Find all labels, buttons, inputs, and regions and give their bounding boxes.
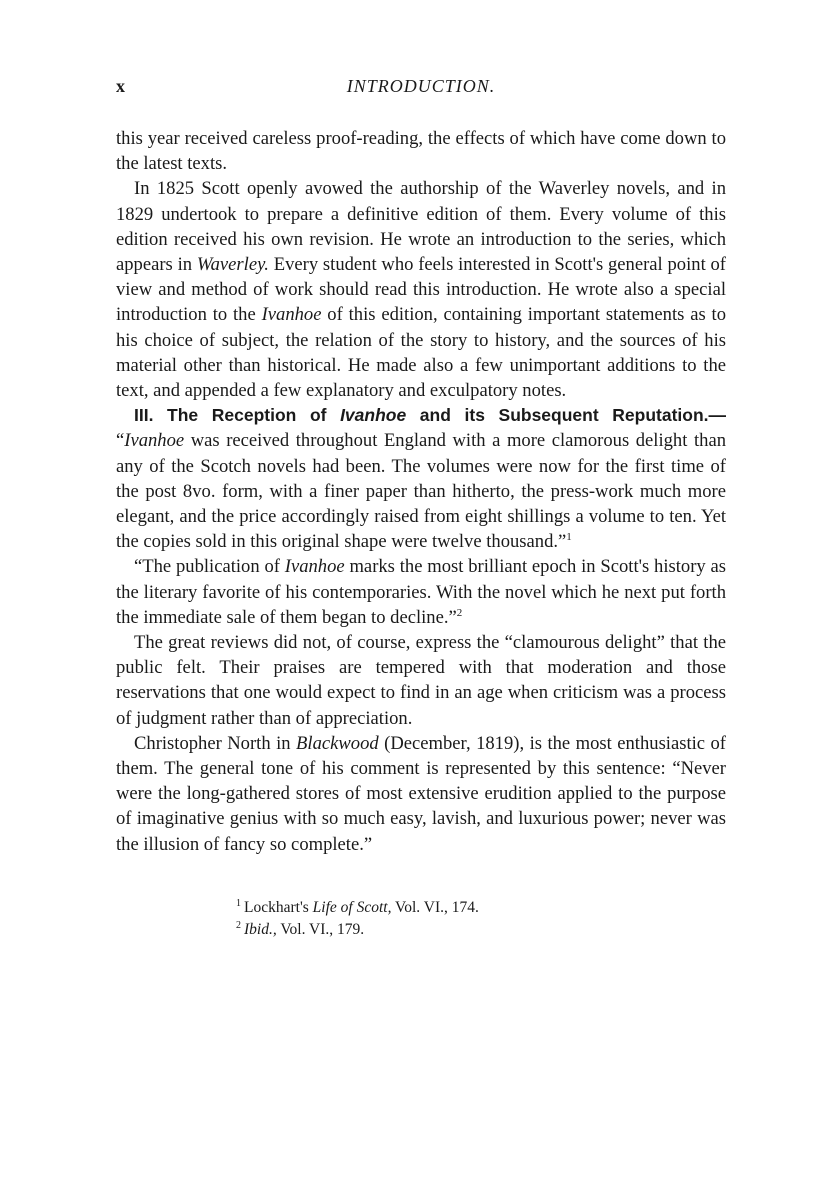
paragraph-2: In 1825 Scott openly avowed the authorship of the Waverley novels, and in 1829 undertook to prepare a definitive edition of them. Every volume of this edition received his own revision. He wrote an introduction to the series, which appears in Waverley. Every student who feels interested in Scott's general point of view and method of work should read this introduction. He wrote also a special introduction to the Ivanhoe of this edition, containing important statements as to his choice of subject, the relation of the story to history, and the sources of his material other than historical. He made also a few unimportant additions to the text, and appended a few explanatory and exculpatory notes. [116, 178, 727, 402]
page-number: x [116, 76, 125, 96]
footnote-mark: 2 [236, 919, 241, 931]
paragraph-5: The great reviews did not, of course, express the “clamourous delight” that the public felt. Their praises are tempered with that moderation and those reservations that one would expect to find in an age when criticism was a process of judgment rather than of appreciation. [116, 632, 726, 729]
paragraph-6: Christopher North in Blackwood (December, 1819), is the most enthusiastic of them. The general tone of his comment is represented by this sentence: “Never were the long-gathered stores of most extensive erudition applied to the purpose of imaginative genius with so much easy, lavish, and luxurious power; never was the illusion of fancy so complete.” [116, 732, 726, 855]
footnote-mark: 1 [236, 897, 241, 909]
body-text [116, 126, 726, 857]
footnote-reference: 2 [456, 606, 463, 619]
title-ivanhoe: Ivanhoe [261, 304, 322, 326]
paragraph-3: III. The Reception of Ivanhoe and its Subsequent Reputation.— “Ivanhoe was received throughout England with a more clamorous delight than any of the Scotch novels had been. The volumes were now for the first time of the post 8vo. form, with a finer paper than hitherto, the press-work much more elegant, and the price accordingly raised from eight shillings a volume to ten. Yet the copies sold in this original shape were twelve thousand.”$^1$ [116, 405, 727, 553]
running-head: INTRODUCTION. [346, 76, 496, 96]
section-heading: III. The Reception of Ivanhoe and its Subsequent Reputation.— [134, 405, 727, 426]
book-page [116, 76, 726, 941]
title-blackwood: Blackwood [296, 732, 379, 754]
title-ivanhoe: Ivanhoe [284, 556, 345, 578]
paragraph-4: “The publication of Ivanhoe marks the most brilliant epoch in Scott's history as the literary favorite of his contemporaries. With the novel which he next put forth the immediate sale of them began to decline.”$^2$ [116, 556, 726, 628]
paragraph-1: this year received careless proof-reading, the effects of which have come down to the latest texts. [116, 128, 726, 175]
footnote-reference: 1 [566, 531, 572, 544]
title-ivanhoe: Ivanhoe [124, 430, 185, 452]
footnote-1: $^1$ Lockhart's Life of Scott, Vol. VI., 174. [236, 897, 479, 916]
title-waverley: Waverley. [196, 254, 269, 276]
footnotes [116, 897, 726, 941]
footnote-2: $^2$ Ibid., Vol. VI., 179. [236, 919, 365, 938]
page-header [116, 76, 726, 106]
